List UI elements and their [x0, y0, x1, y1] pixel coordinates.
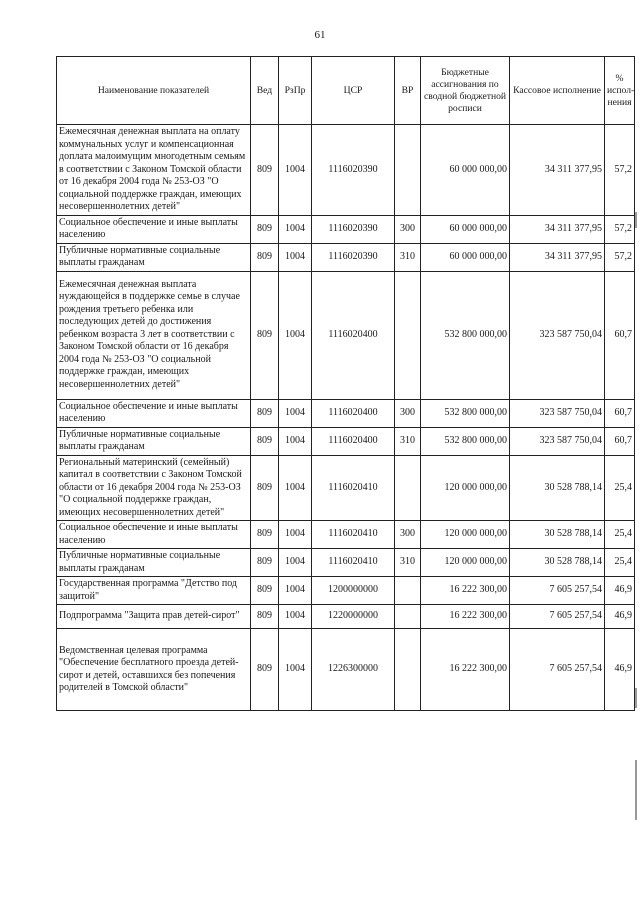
row-name: Социальное обеспечение и иные выплаты населению	[57, 521, 251, 549]
table-row	[57, 399, 635, 427]
row-name: Публичные нормативные социальные выплаты гражданам	[57, 427, 251, 455]
row-name: Публичные нормативные социальные выплаты гражданам	[57, 243, 251, 271]
header-ved: Вед	[251, 57, 279, 125]
row-ved: 809	[251, 521, 279, 549]
table-row	[57, 271, 635, 399]
row-name: Ежемесячная денежная выплата нуждающейся в поддержке семье в случае рождения третьего ребенка или последующих детей до достижения ребенком возраста 3 лет в соответствии с Законом Томской области от 16 декабря 2004 года № 253-ОЗ "О социальной поддержке граждан, имеющих несовершеннолетних детей"	[57, 271, 251, 399]
row-csr: 1116020390	[312, 243, 395, 271]
row-name: Подпрограмма "Защита прав детей-сирот"	[57, 605, 251, 629]
row-ved: 809	[251, 271, 279, 399]
row-vr: 300	[395, 215, 421, 243]
row-csr: 1220000000	[312, 605, 395, 629]
row-ved: 809	[251, 243, 279, 271]
row-ved: 809	[251, 605, 279, 629]
header-cash: Кассовое исполнение	[510, 57, 605, 125]
row-csr: 1116020390	[312, 125, 395, 216]
scan-edge-mark	[635, 212, 637, 228]
table-row	[57, 549, 635, 577]
page-number: 61	[314, 29, 326, 41]
row-cash: 34 311 377,95	[510, 215, 605, 243]
scan-edge-mark	[635, 760, 637, 820]
row-csr: 1116020410	[312, 521, 395, 549]
row-pct: 25,4	[605, 455, 635, 521]
row-pct: 25,4	[605, 521, 635, 549]
row-pct: 46,9	[605, 577, 635, 605]
row-vr	[395, 125, 421, 216]
table-row	[57, 243, 635, 271]
row-rzpr: 1004	[279, 549, 312, 577]
row-vr	[395, 455, 421, 521]
row-cash: 323 587 750,04	[510, 399, 605, 427]
row-ved: 809	[251, 427, 279, 455]
row-ved: 809	[251, 125, 279, 216]
row-rzpr: 1004	[279, 455, 312, 521]
row-budget: 532 800 000,00	[421, 427, 510, 455]
row-ved: 809	[251, 215, 279, 243]
row-budget: 16 222 300,00	[421, 577, 510, 605]
row-pct: 25,4	[605, 549, 635, 577]
row-name: Ежемесячная денежная выплата на оплату коммунальных услуг и компенсационная доплата малоимущим многодетным семьям в соответствии с Законом Томской области от 16 декабря 2004 года № 253-ОЗ "О социальной поддержке граждан, имеющих несовершеннолетних детей"	[57, 125, 251, 216]
header-budget: Бюджетные ассигнования по сводной бюджетной росписи	[421, 57, 510, 125]
table-header-row	[57, 57, 635, 125]
table-row	[57, 125, 635, 216]
header-csr: ЦСР	[312, 57, 395, 125]
row-name: Социальное обеспечение и иные выплаты населению	[57, 399, 251, 427]
row-cash: 7 605 257,54	[510, 605, 605, 629]
row-budget: 532 800 000,00	[421, 399, 510, 427]
row-budget: 120 000 000,00	[421, 455, 510, 521]
row-vr	[395, 605, 421, 629]
row-name: Региональный материнский (семейный) капитал в соответствии с Законом Томской области от 16 декабря 2004 года № 253-ОЗ "О социальной поддержке граждан, имеющих несовершеннолетних детей"	[57, 455, 251, 521]
row-rzpr: 1004	[279, 521, 312, 549]
row-budget: 60 000 000,00	[421, 125, 510, 216]
row-budget: 16 222 300,00	[421, 605, 510, 629]
row-pct: 57,2	[605, 243, 635, 271]
row-ved: 809	[251, 577, 279, 605]
row-rzpr: 1004	[279, 399, 312, 427]
row-csr: 1226300000	[312, 629, 395, 711]
row-budget: 120 000 000,00	[421, 549, 510, 577]
row-ved: 809	[251, 549, 279, 577]
row-rzpr: 1004	[279, 215, 312, 243]
row-rzpr: 1004	[279, 271, 312, 399]
table-row	[57, 577, 635, 605]
row-csr: 1116020400	[312, 427, 395, 455]
scan-edge-mark	[635, 688, 637, 708]
table-row	[57, 215, 635, 243]
row-cash: 30 528 788,14	[510, 521, 605, 549]
row-cash: 323 587 750,04	[510, 271, 605, 399]
row-budget: 16 222 300,00	[421, 629, 510, 711]
row-name: Публичные нормативные социальные выплаты гражданам	[57, 549, 251, 577]
row-rzpr: 1004	[279, 629, 312, 711]
table-row	[57, 521, 635, 549]
row-name: Социальное обеспечение и иные выплаты населению	[57, 215, 251, 243]
row-pct: 60,7	[605, 399, 635, 427]
row-budget: 60 000 000,00	[421, 243, 510, 271]
row-cash: 7 605 257,54	[510, 577, 605, 605]
row-vr: 310	[395, 427, 421, 455]
row-csr: 1116020390	[312, 215, 395, 243]
row-vr	[395, 577, 421, 605]
row-budget: 120 000 000,00	[421, 521, 510, 549]
row-cash: 323 587 750,04	[510, 427, 605, 455]
row-rzpr: 1004	[279, 243, 312, 271]
row-csr: 1116020400	[312, 399, 395, 427]
header-rzpr: РзПр	[279, 57, 312, 125]
row-pct: 57,2	[605, 215, 635, 243]
row-rzpr: 1004	[279, 577, 312, 605]
table-row	[57, 455, 635, 521]
row-name: Государственная программа "Детство под защитой"	[57, 577, 251, 605]
row-csr: 1116020400	[312, 271, 395, 399]
row-vr: 300	[395, 399, 421, 427]
row-cash: 7 605 257,54	[510, 629, 605, 711]
row-csr: 1116020410	[312, 455, 395, 521]
row-pct: 57,2	[605, 125, 635, 216]
budget-execution-table	[56, 56, 635, 711]
row-pct: 60,7	[605, 427, 635, 455]
row-csr: 1116020410	[312, 549, 395, 577]
header-pct: % испол-нения	[605, 57, 635, 125]
row-vr	[395, 629, 421, 711]
row-cash: 34 311 377,95	[510, 125, 605, 216]
row-pct: 46,9	[605, 629, 635, 711]
header-name: Наименование показателей	[57, 57, 251, 125]
row-cash: 30 528 788,14	[510, 549, 605, 577]
row-rzpr: 1004	[279, 427, 312, 455]
row-vr: 310	[395, 243, 421, 271]
row-vr: 300	[395, 521, 421, 549]
row-pct: 60,7	[605, 271, 635, 399]
row-budget: 60 000 000,00	[421, 215, 510, 243]
table-row	[57, 629, 635, 711]
row-ved: 809	[251, 399, 279, 427]
table-row	[57, 605, 635, 629]
row-budget: 532 800 000,00	[421, 271, 510, 399]
row-name: Ведомственная целевая программа "Обеспечение бесплатного проезда детей-сирот и детей, оставшихся без попечения родителей в Томской области"	[57, 629, 251, 711]
row-cash: 34 311 377,95	[510, 243, 605, 271]
row-ved: 809	[251, 455, 279, 521]
row-vr: 310	[395, 549, 421, 577]
row-pct: 46,9	[605, 605, 635, 629]
row-csr: 1200000000	[312, 577, 395, 605]
table-row	[57, 427, 635, 455]
row-cash: 30 528 788,14	[510, 455, 605, 521]
row-rzpr: 1004	[279, 125, 312, 216]
header-vr: ВР	[395, 57, 421, 125]
row-ved: 809	[251, 629, 279, 711]
row-rzpr: 1004	[279, 605, 312, 629]
row-vr	[395, 271, 421, 399]
